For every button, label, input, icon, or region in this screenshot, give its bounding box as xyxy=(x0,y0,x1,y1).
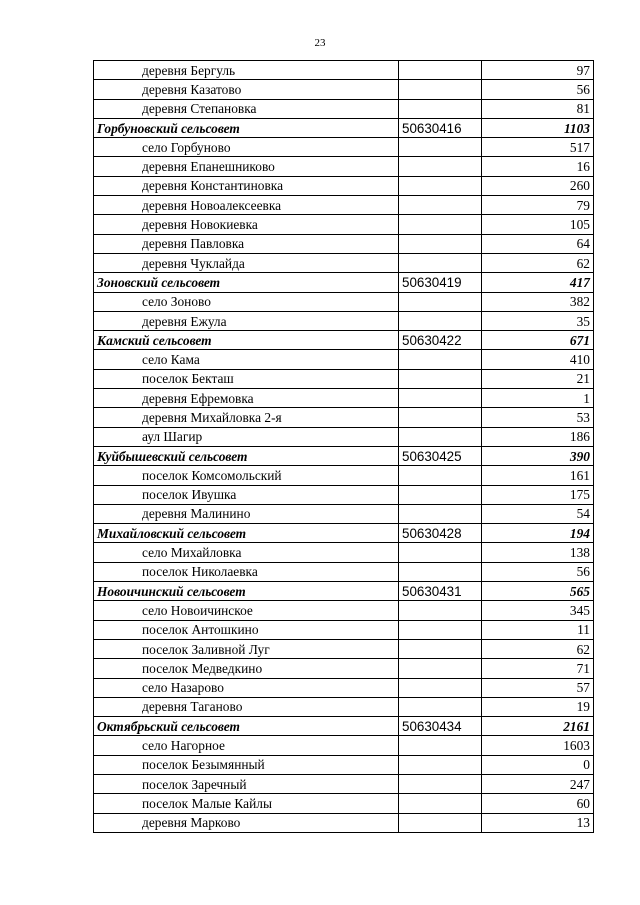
settlement-name-cell: поселок Безымянный xyxy=(94,755,399,774)
settlement-name-cell: поселок Антошкино xyxy=(94,620,399,639)
settlement-row xyxy=(94,176,594,195)
settlement-name-cell: деревня Малинино xyxy=(94,504,399,523)
settlement-row xyxy=(94,138,594,157)
population-cell: 79 xyxy=(482,196,594,215)
oktmo-code-cell xyxy=(399,350,482,369)
settlement-name-cell: деревня Михайловка 2-я xyxy=(94,408,399,427)
oktmo-code-cell xyxy=(399,311,482,330)
settlement-name-cell: деревня Ефремовка xyxy=(94,389,399,408)
oktmo-code-cell xyxy=(399,736,482,755)
population-cell: 390 xyxy=(482,446,594,465)
settlement-name-cell: поселок Медведкино xyxy=(94,659,399,678)
oktmo-code-cell xyxy=(399,408,482,427)
settlement-name-cell: деревня Казатово xyxy=(94,80,399,99)
oktmo-code-cell xyxy=(399,196,482,215)
population-cell: 11 xyxy=(482,620,594,639)
settlement-name-cell: село Назарово xyxy=(94,678,399,697)
oktmo-code-cell xyxy=(399,253,482,272)
settlement-name-cell: деревня Степановка xyxy=(94,99,399,118)
settlement-name-cell: Куйбышевский сельсовет xyxy=(94,446,399,465)
settlement-name-cell: поселок Николаевка xyxy=(94,562,399,581)
population-cell: 97 xyxy=(482,61,594,80)
settlement-row xyxy=(94,157,594,176)
population-cell: 71 xyxy=(482,659,594,678)
council-row xyxy=(94,273,594,292)
settlement-name-cell: деревня Константиновка xyxy=(94,176,399,195)
council-row xyxy=(94,118,594,137)
council-row xyxy=(94,582,594,601)
population-cell: 105 xyxy=(482,215,594,234)
settlement-name-cell: поселок Заречный xyxy=(94,774,399,793)
settlement-name-cell: деревня Епанешниково xyxy=(94,157,399,176)
oktmo-code-cell xyxy=(399,562,482,581)
settlement-name-cell: деревня Павловка xyxy=(94,234,399,253)
page-number: 23 xyxy=(314,37,326,49)
council-row xyxy=(94,524,594,543)
population-cell: 64 xyxy=(482,234,594,253)
population-cell: 56 xyxy=(482,562,594,581)
population-cell: 175 xyxy=(482,485,594,504)
settlement-row xyxy=(94,311,594,330)
settlement-row xyxy=(94,697,594,716)
settlement-row xyxy=(94,736,594,755)
settlement-row xyxy=(94,99,594,118)
population-cell: 345 xyxy=(482,601,594,620)
population-cell: 1103 xyxy=(482,118,594,137)
settlement-row xyxy=(94,659,594,678)
oktmo-code-cell xyxy=(399,157,482,176)
settlements-table xyxy=(93,60,594,833)
population-cell: 1603 xyxy=(482,736,594,755)
settlement-row xyxy=(94,196,594,215)
settlement-name-cell: деревня Ежула xyxy=(94,311,399,330)
oktmo-code-cell: 50630419 xyxy=(399,273,482,292)
oktmo-code-cell xyxy=(399,659,482,678)
population-cell: 21 xyxy=(482,369,594,388)
settlement-name-cell: Камский сельсовет xyxy=(94,331,399,350)
settlement-name-cell: Новоичинский сельсовет xyxy=(94,582,399,601)
settlement-name-cell: село Новоичинское xyxy=(94,601,399,620)
oktmo-code-cell xyxy=(399,234,482,253)
settlement-row xyxy=(94,466,594,485)
settlement-name-cell: село Михайловка xyxy=(94,543,399,562)
settlement-name-cell: поселок Ивушка xyxy=(94,485,399,504)
council-row xyxy=(94,331,594,350)
population-cell: 35 xyxy=(482,311,594,330)
population-cell: 194 xyxy=(482,524,594,543)
oktmo-code-cell xyxy=(399,504,482,523)
council-row xyxy=(94,717,594,736)
settlement-row xyxy=(94,601,594,620)
settlement-name-cell: село Горбуново xyxy=(94,138,399,157)
settlement-row xyxy=(94,350,594,369)
settlement-name-cell: поселок Бекташ xyxy=(94,369,399,388)
oktmo-code-cell xyxy=(399,80,482,99)
population-cell: 186 xyxy=(482,427,594,446)
oktmo-code-cell xyxy=(399,389,482,408)
settlement-row xyxy=(94,678,594,697)
settlement-row xyxy=(94,215,594,234)
settlement-name-cell: Октябрьский сельсовет xyxy=(94,717,399,736)
population-cell: 0 xyxy=(482,755,594,774)
oktmo-code-cell xyxy=(399,794,482,813)
population-cell: 2161 xyxy=(482,717,594,736)
settlement-row xyxy=(94,755,594,774)
settlement-name-cell: село Кама xyxy=(94,350,399,369)
population-cell: 62 xyxy=(482,639,594,658)
oktmo-code-cell xyxy=(399,678,482,697)
oktmo-code-cell xyxy=(399,466,482,485)
settlement-row xyxy=(94,620,594,639)
oktmo-code-cell xyxy=(399,292,482,311)
settlement-row xyxy=(94,389,594,408)
population-cell: 81 xyxy=(482,99,594,118)
population-cell: 57 xyxy=(482,678,594,697)
oktmo-code-cell xyxy=(399,485,482,504)
oktmo-code-cell xyxy=(399,774,482,793)
population-cell: 410 xyxy=(482,350,594,369)
oktmo-code-cell: 50630425 xyxy=(399,446,482,465)
settlement-row xyxy=(94,80,594,99)
population-cell: 56 xyxy=(482,80,594,99)
population-cell: 53 xyxy=(482,408,594,427)
settlement-row xyxy=(94,774,594,793)
settlement-name-cell: Михайловский сельсовет xyxy=(94,524,399,543)
settlement-name-cell: деревня Таганово xyxy=(94,697,399,716)
oktmo-code-cell xyxy=(399,813,482,832)
settlement-name-cell: село Нагорное xyxy=(94,736,399,755)
settlement-name-cell: деревня Марково xyxy=(94,813,399,832)
population-cell: 1 xyxy=(482,389,594,408)
oktmo-code-cell xyxy=(399,639,482,658)
settlement-row xyxy=(94,562,594,581)
population-cell: 19 xyxy=(482,697,594,716)
oktmo-code-cell xyxy=(399,99,482,118)
population-cell: 54 xyxy=(482,504,594,523)
population-cell: 13 xyxy=(482,813,594,832)
oktmo-code-cell xyxy=(399,215,482,234)
settlements-table-body xyxy=(94,61,594,833)
settlement-row xyxy=(94,427,594,446)
oktmo-code-cell: 50630422 xyxy=(399,331,482,350)
settlement-name-cell: поселок Комсомольский xyxy=(94,466,399,485)
oktmo-code-cell xyxy=(399,427,482,446)
settlement-row xyxy=(94,813,594,832)
oktmo-code-cell xyxy=(399,697,482,716)
settlement-row xyxy=(94,504,594,523)
oktmo-code-cell xyxy=(399,543,482,562)
settlement-name-cell: поселок Малые Кайлы xyxy=(94,794,399,813)
population-cell: 417 xyxy=(482,273,594,292)
population-cell: 517 xyxy=(482,138,594,157)
settlement-name-cell: село Зоново xyxy=(94,292,399,311)
population-cell: 565 xyxy=(482,582,594,601)
settlement-row xyxy=(94,794,594,813)
settlement-row xyxy=(94,369,594,388)
oktmo-code-cell: 50630431 xyxy=(399,582,482,601)
settlement-name-cell: деревня Бергуль xyxy=(94,61,399,80)
oktmo-code-cell xyxy=(399,369,482,388)
settlement-row xyxy=(94,253,594,272)
council-row xyxy=(94,446,594,465)
settlement-row xyxy=(94,408,594,427)
settlement-row xyxy=(94,639,594,658)
population-cell: 60 xyxy=(482,794,594,813)
population-cell: 247 xyxy=(482,774,594,793)
oktmo-code-cell xyxy=(399,61,482,80)
population-cell: 16 xyxy=(482,157,594,176)
oktmo-code-cell xyxy=(399,601,482,620)
settlement-name-cell: поселок Заливной Луг xyxy=(94,639,399,658)
settlement-name-cell: Зоновский сельсовет xyxy=(94,273,399,292)
settlement-name-cell: Горбуновский сельсовет xyxy=(94,118,399,137)
settlement-row xyxy=(94,485,594,504)
settlement-name-cell: деревня Новокиевка xyxy=(94,215,399,234)
population-cell: 260 xyxy=(482,176,594,195)
oktmo-code-cell: 50630428 xyxy=(399,524,482,543)
population-cell: 161 xyxy=(482,466,594,485)
settlement-row xyxy=(94,234,594,253)
oktmo-code-cell xyxy=(399,755,482,774)
oktmo-code-cell xyxy=(399,620,482,639)
settlement-row xyxy=(94,543,594,562)
population-cell: 382 xyxy=(482,292,594,311)
oktmo-code-cell: 50630416 xyxy=(399,118,482,137)
oktmo-code-cell xyxy=(399,138,482,157)
population-cell: 671 xyxy=(482,331,594,350)
population-cell: 138 xyxy=(482,543,594,562)
settlement-name-cell: деревня Чуклайда xyxy=(94,253,399,272)
settlement-name-cell: деревня Новоалексеевка xyxy=(94,196,399,215)
oktmo-code-cell: 50630434 xyxy=(399,717,482,736)
settlement-name-cell: аул Шагир xyxy=(94,427,399,446)
settlement-row xyxy=(94,292,594,311)
oktmo-code-cell xyxy=(399,176,482,195)
population-cell: 62 xyxy=(482,253,594,272)
settlement-row xyxy=(94,61,594,80)
